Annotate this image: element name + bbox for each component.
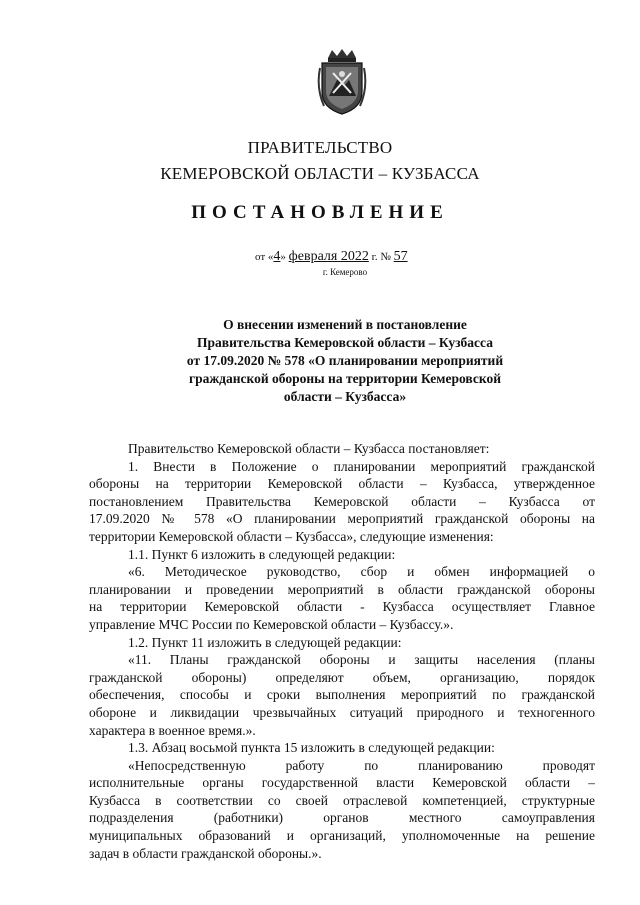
body-text-line: муниципальных образований и организаций, уполномоченные на решение (89, 828, 595, 844)
body-text-line: «11. Планы гражданской обороны и защиты населения (планы (128, 652, 595, 668)
kuzbass-coat-of-arms-icon (316, 48, 368, 116)
body-text-line: задач в области гражданской обороны.». (89, 845, 322, 861)
body-text-line: обеспечения, способы и сроки выполнения мероприятий по гражданской (89, 687, 595, 703)
body-text-line: на территории Кемеровской области - Кузбасса осуществляет Главное (89, 599, 595, 615)
body-text-line: характера в военное время.». (89, 722, 256, 738)
body-text-line: Правительство Кемеровской области – Кузбасса постановляет: (128, 441, 490, 456)
body-text-line: подразделения (работники) органов местного самоуправления (89, 810, 595, 826)
date-prefix: от « (255, 251, 274, 263)
body-text-line: 1.3. Абзац восьмой пункта 15 изложить в следующей редакции: (128, 740, 495, 756)
city-name: г. Кемерово (322, 267, 368, 277)
body-text-line: «6. Методическое руководство, сбор и обмен информацией о (128, 564, 595, 580)
body-text-line: обороны на территории Кемеровской области – Кузбасса, утвержденное (89, 476, 595, 492)
number-label: № (380, 251, 391, 263)
body-text-line: 17.09.2020 № 578 «О планировании мероприятий гражданской обороны на (89, 511, 595, 527)
document-title (120, 316, 570, 406)
body-text-line: 1.1. Пункт 6 изложить в следующей редакции: (128, 546, 396, 562)
title-line: гражданской обороны на территории Кемеровской (189, 371, 501, 386)
date-month-year: февраля 2022 (288, 249, 369, 264)
body-text-line: исполнительные органы государственной власти Кемеровской области – (89, 775, 595, 791)
body-text-line: Кузбасса в соответствии со своей отраслевой компетенцией, структурные (89, 792, 595, 808)
body-text-line: обороне и ликвидации чрезвычайных ситуаций природного и техногенного (89, 704, 595, 720)
government-name-line1: ПРАВИТЕЛЬСТВО (247, 138, 393, 157)
body-text-line: 1.2. Пункт 11 изложить в следующей редакции: (128, 634, 402, 650)
date-quote-close: » (280, 251, 286, 263)
government-name-line2: КЕМЕРОВСКОЙ ОБЛАСТИ – КУЗБАССА (160, 164, 480, 183)
title-line: от 17.09.2020 № 578 «О планировании мероприятий (186, 353, 504, 368)
date-number-line (255, 249, 408, 265)
body-text-line: постановлением Правительства Кемеровской области – Кузбасса от (89, 493, 595, 509)
body-text-line: «Непосредственную работу по планированию проводят (128, 757, 595, 773)
document-number: 57 (393, 249, 408, 264)
title-line: области – Кузбасса» (283, 389, 407, 404)
date-day: 4 (273, 249, 281, 264)
body-text-line: планировании и проведении мероприятий в области гражданской обороны (89, 581, 595, 597)
date-year-suffix: г. (371, 251, 378, 263)
document-type-heading: ПОСТАНОВЛЕНИЕ (191, 202, 449, 223)
title-line: Правительства Кемеровской области – Кузбасса (197, 335, 493, 350)
body-text-line: территории Кемеровской области – Кузбасса», следующие изменения: (89, 528, 494, 544)
title-line: О внесении изменений в постановление (223, 317, 467, 332)
body-text-line: управление МЧС России по Кемеровской области – Кузбассу.». (89, 616, 454, 632)
document-body (89, 440, 595, 862)
body-text-line: гражданской обороны) определяют объем, организацию, порядок (89, 669, 595, 685)
body-text-line: 1. Внести в Положение о планировании мероприятий гражданской (128, 458, 595, 474)
